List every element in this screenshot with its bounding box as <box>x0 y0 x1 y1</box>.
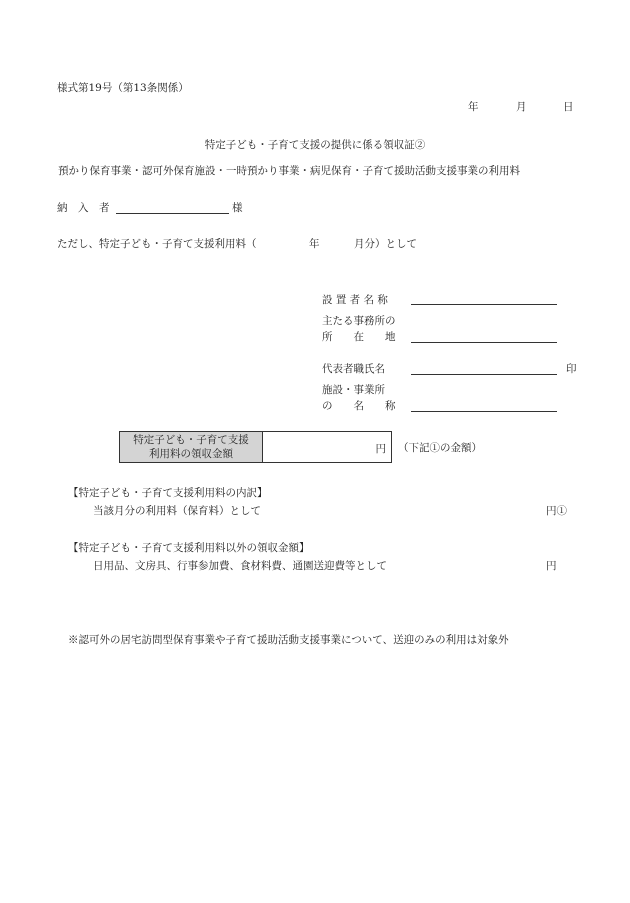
other-fees-heading: 【特定子ども・子育て支援利用料以外の領収金額】 <box>68 542 310 554</box>
representative-line <box>411 374 557 375</box>
facility-name-label-2: の 名 称 <box>322 400 396 412</box>
breakdown-item: 当該月分の利用料（保育料）として <box>93 505 261 517</box>
payer-label: 納 入 者 <box>57 202 110 214</box>
receipt-amount-label-line-1: 特定子ども・子育て支援 <box>133 434 249 446</box>
office-address-line <box>411 342 557 343</box>
facility-name-label-1: 施設・事業所 <box>322 384 385 396</box>
receipt-amount-label <box>120 432 263 462</box>
receipt-amount-box <box>119 431 392 463</box>
office-address-label-2: 所 在 地 <box>322 331 396 343</box>
operator-name-line <box>411 304 557 305</box>
document-subtitle: 預かり保育事業・認可外保育施設・一時預かり事業・病児保育・子育て援助活動支援事業の利用料 <box>58 165 520 177</box>
office-address-label-1: 主たる事務所の <box>322 315 396 327</box>
date-month-label: 月 <box>516 101 527 113</box>
representative-label: 代表者職氏名 <box>322 363 385 375</box>
document-title: 特定子ども・子育て支援の提供に係る領収証② <box>204 139 426 151</box>
date-day-label: 日 <box>563 101 574 113</box>
footnote: ※認可外の居宅訪問型保育事業や子育て援助活動支援事業について、送迎のみの利用は対象外 <box>68 634 509 646</box>
operator-name-label: 設 置 者 名 称 <box>322 294 388 306</box>
note-prefix: ただし、特定子ども・子育て支援利用料（ <box>57 238 257 250</box>
breakdown-unit: 円① <box>546 505 567 517</box>
breakdown-heading: 【特定子ども・子育て支援利用料の内訳】 <box>68 487 268 499</box>
receipt-amount-unit: 円 <box>375 443 386 455</box>
receipt-amount-label-line-2: 利用料の領収金額 <box>149 448 233 460</box>
receipt-amount-value-cell <box>263 432 391 462</box>
other-fees-unit: 円 <box>546 560 557 572</box>
form-number: 様式第19号（第13条関係） <box>57 82 189 94</box>
payer-name-line <box>116 213 229 214</box>
facility-name-line <box>411 411 557 412</box>
note-month-suffix: 月分）として <box>354 238 417 250</box>
note-year: 年 <box>309 238 320 250</box>
date-year-label: 年 <box>468 101 479 113</box>
payer-suffix: 様 <box>232 202 243 214</box>
seal-mark: 印 <box>566 363 577 375</box>
receipt-amount-note: （下記①の金額） <box>398 442 482 454</box>
other-fees-item: 日用品、文房具、行事参加費、食材料費、通園送迎費等として <box>93 560 387 572</box>
